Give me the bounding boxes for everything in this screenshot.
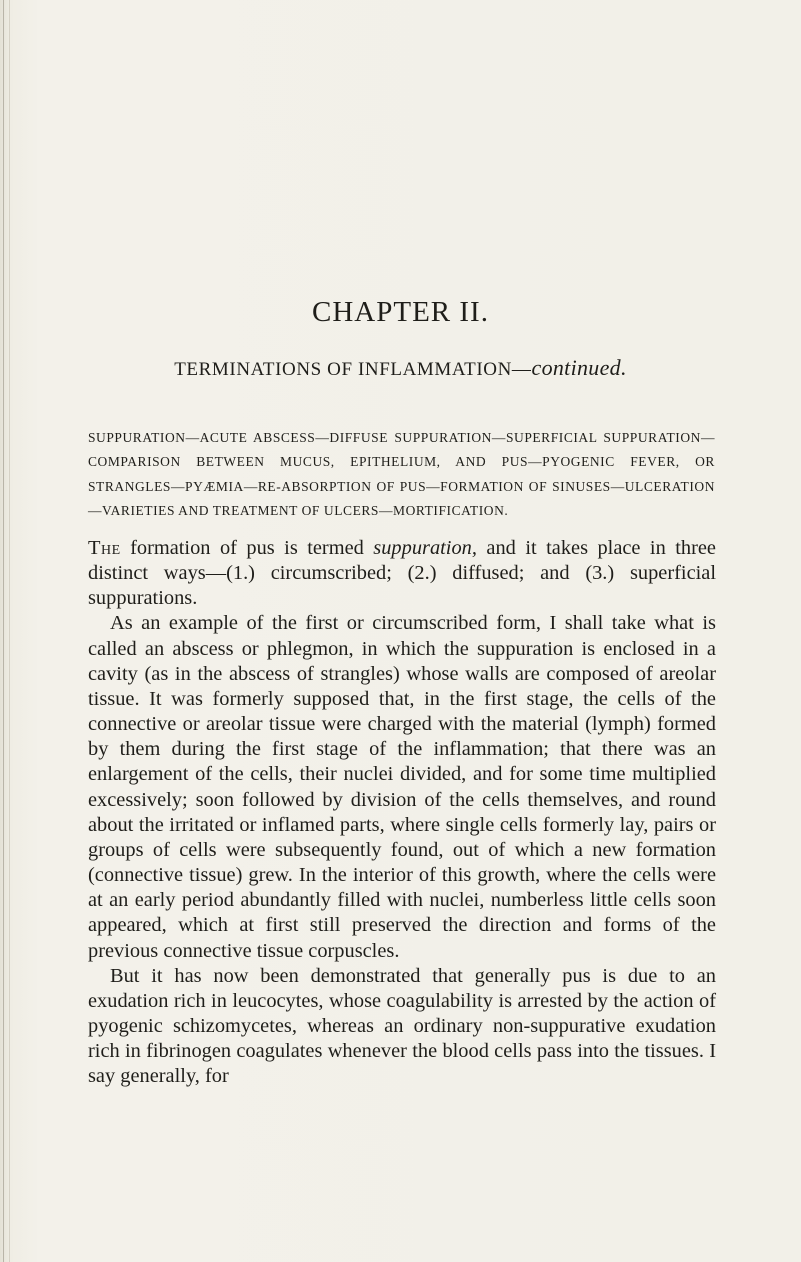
chapter-title: CHAPTER II. [312,296,489,328]
paragraph-1-lead: The [88,537,121,559]
paragraph-1-before-term: formation of pus is termed [120,537,374,559]
paragraph-3: But it has now been demonstrated that generally pus is due to an exudation rich in leucocytes, whose coagulability is arrested by the action of pyogenic schizomycetes, whereas an ordinary non-suppurative exudation rich in fibrinogen coagulates whenever the blood cells pass into the tissues. I say generally, for [88,964,716,1088]
paragraph-1-after-term: and it takes place in three distinct ways—(1.) circumscribed; (2.) diffused; and (3.) superficial suppurations. [88,537,716,610]
section-heading [0,355,801,381]
page-binding-edge [3,0,4,1262]
section-heading-continued: continued. [531,355,627,380]
section-heading-text: TERMINATIONS OF INFLAMMATION— [174,359,532,380]
page-binding-shadow [9,0,10,1262]
paragraph-1 [88,536,716,611]
body-text [88,536,716,1089]
paragraph-2: As an example of the first or circumscribed form, I shall take what is called an abscess or phlegmon, in which the suppuration is enclosed in a cavity (as in the abscess of strangles) whose walls are composed of areolar tissue. It was formerly supposed that, in the first stage, the cells of the connective or areolar tissue were charged with the material (lymph) formed by them during the first stage of the inflammation; that there was an enlargement of the cells, their nuclei divided, and for some time multiplied excessively; soon followed by division of the cells themselves, and round about the irritated or inflamed parts, where single cells formerly lay, pairs or groups of cells were subsequently found, out of which a new formation (connective tissue) grew. In the interior of this growth, where the cells were at an early period abundantly filled with nuclei, numberless little cells soon appeared, which at first still preserved the direction and forms of the previous connective tissue corpuscles. [88,612,716,962]
chapter-synopsis: SUPPURATION—ACUTE ABSCESS—DIFFUSE SUPPURATION—SUPERFICIAL SUPPURATION—COMPARISON BETWEEN MUCUS, EPITHELIUM, AND PUS—PYOGENIC FEVER, OR STRANGLES—PYÆMIA—RE-ABSORPTION OF PUS—FORMATION OF SINUSES—ULCERATION—VARIETIES AND TREATMENT OF ULCERS—MORTIFICATION. [88,430,715,518]
paragraph-1-term: suppuration, [373,537,477,559]
